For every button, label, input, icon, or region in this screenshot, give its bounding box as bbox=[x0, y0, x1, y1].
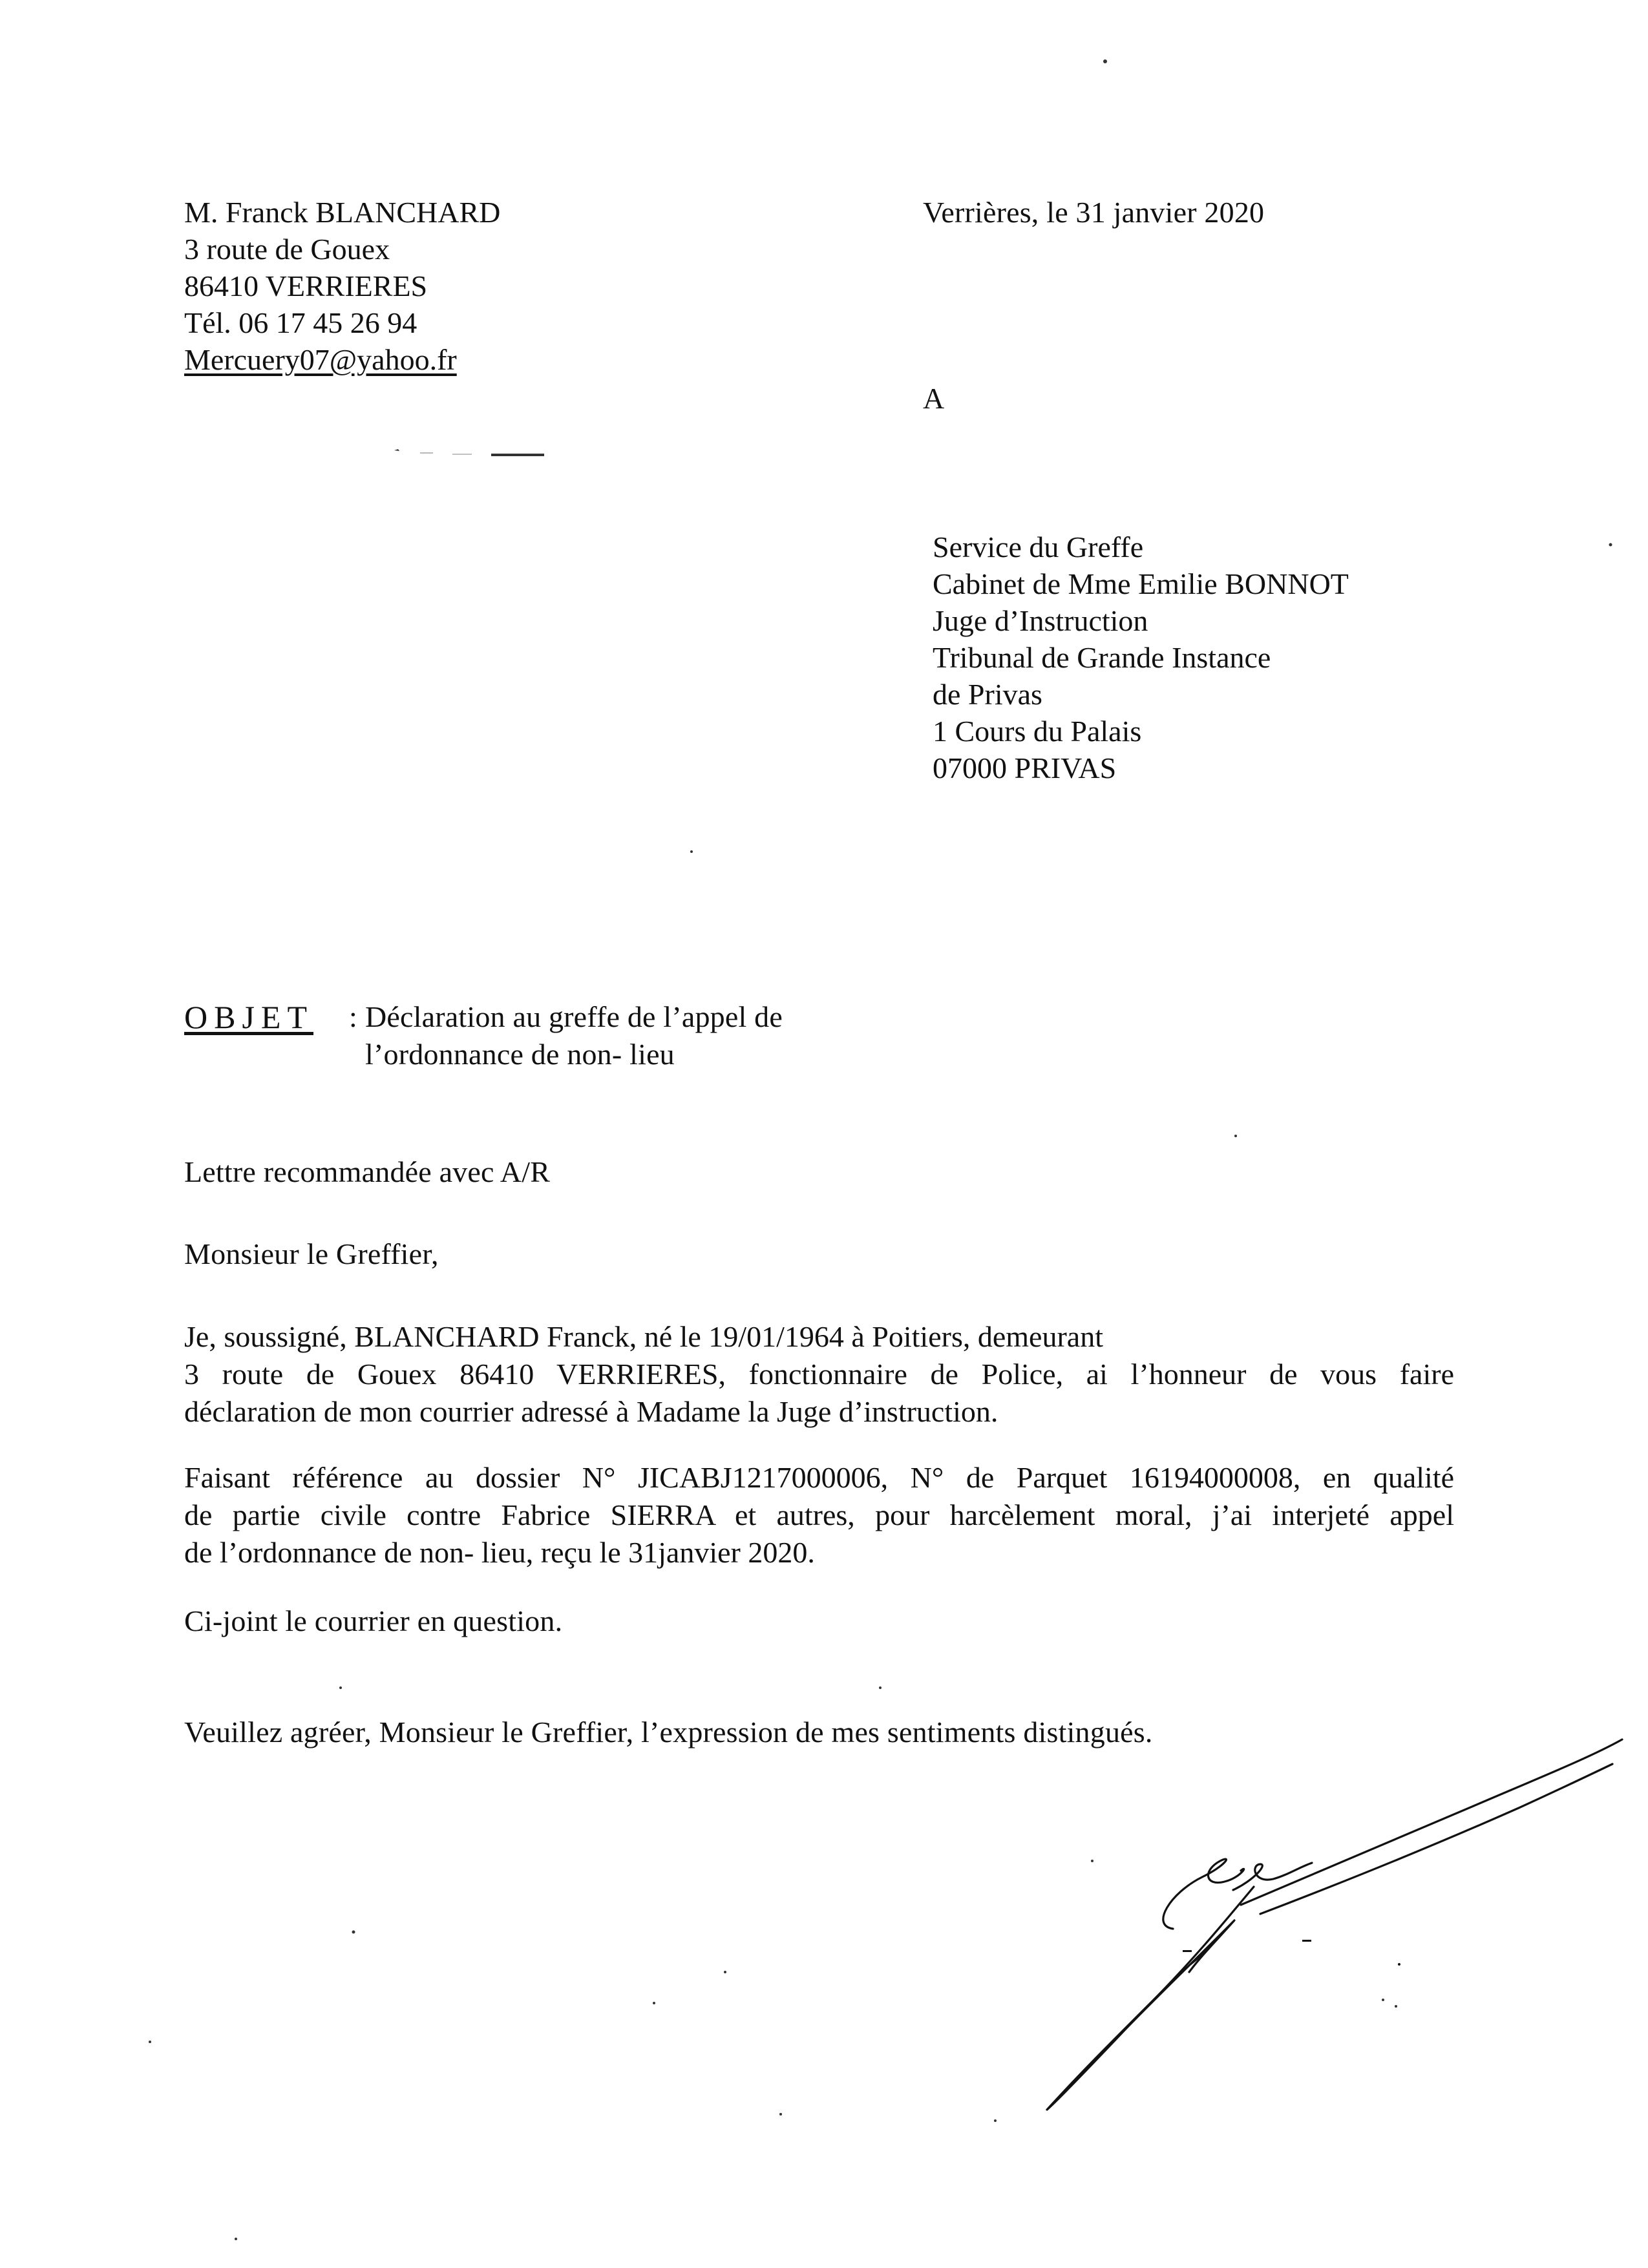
recipient-address-block bbox=[933, 529, 1349, 786]
recipient-line: de Privas bbox=[933, 678, 1042, 711]
subject-colon: : bbox=[349, 1000, 357, 1033]
recipient-prefix: A bbox=[923, 382, 945, 415]
paragraph-reference bbox=[184, 1459, 1454, 1571]
paragraph-line: de l’ordonnance de non- lieu, reçu le 31janvier 2020. bbox=[184, 1536, 815, 1569]
paragraph-line: Faisant référence au dossier N° JICABJ1217000006, N° de Parquet 16194000008, en qualité bbox=[184, 1461, 1454, 1494]
recipient-line: Tribunal de Grande Instance bbox=[933, 641, 1271, 674]
recipient-line: Cabinet de Mme Emilie BONNOT bbox=[933, 567, 1349, 600]
subject-line-1: Déclaration au greffe de l’appel de bbox=[365, 1000, 783, 1033]
recipient-line: Service du Greffe bbox=[933, 530, 1144, 563]
paragraph-line: Je, soussigné, BLANCHARD Franck, né le 19/01/1964 à Poitiers, demeurant bbox=[184, 1320, 1103, 1353]
handwritten-signature bbox=[1028, 1732, 1629, 2132]
sender-street: 3 route de Gouex bbox=[184, 233, 390, 266]
recipient-line: 07000 PRIVAS bbox=[933, 751, 1117, 784]
sender-city: 86410 VERRIERES bbox=[184, 269, 428, 302]
paragraph-declaration bbox=[184, 1318, 1454, 1431]
paragraph-line: 3 route de Gouex 86410 VERRIERES, fonctionnaire de Police, ai l’honneur de vous faire bbox=[184, 1358, 1454, 1391]
salutation: Monsieur le Greffier, bbox=[184, 1237, 439, 1270]
sender-address-block bbox=[184, 194, 500, 378]
paragraph-line: de partie civile contre Fabrice SIERRA et autres, pour harcèlement moral, j’ai interjeté appel bbox=[184, 1498, 1454, 1531]
sender-name: M. Franck BLANCHARD bbox=[184, 196, 501, 229]
subject-line-2: l’ordonnance de non- lieu bbox=[365, 1038, 675, 1071]
paragraph-line: déclaration de mon courrier adressé à Madame la Juge d’instruction. bbox=[184, 1395, 998, 1428]
place-date: Verrières, le 31 janvier 2020 bbox=[923, 196, 1265, 229]
sender-email: Mercuery07@yahoo.fr bbox=[184, 343, 457, 376]
closing-formula: Veuillez agréer, Monsieur le Greffier, l’expression de mes sentiments distingués. bbox=[184, 1716, 1153, 1748]
delivery-method: Lettre recommandée avec A/R bbox=[184, 1155, 551, 1188]
sender-phone: Tél. 06 17 45 26 94 bbox=[184, 306, 417, 339]
enclosure-note: Ci-joint le courrier en question. bbox=[184, 1604, 563, 1637]
subject-label: OBJET bbox=[184, 999, 313, 1035]
recipient-line: 1 Cours du Palais bbox=[933, 715, 1142, 748]
recipient-line: Juge d’Instruction bbox=[933, 604, 1148, 637]
